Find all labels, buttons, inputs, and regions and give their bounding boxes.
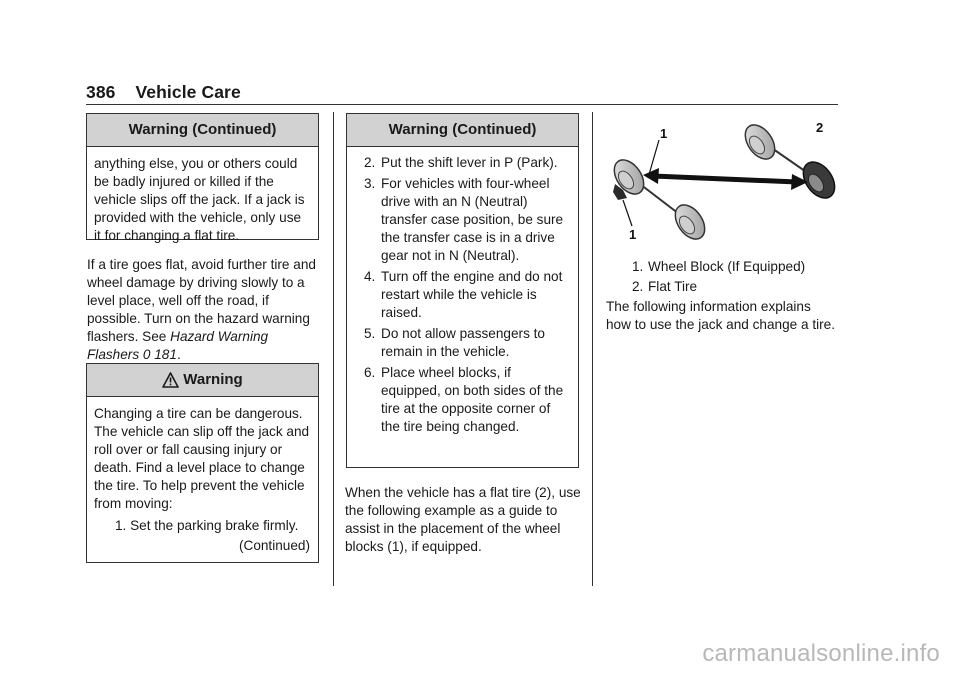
list-item: 6. Place wheel blocks, if equipped, on both sides of the tire at the opposite corner of the tire being changed.: [364, 365, 564, 434]
callout-label-2: 2: [816, 120, 824, 135]
page-reference[interactable]: 0 181: [142, 347, 177, 362]
list-item: 5. Do not allow passengers to remain in the vehicle.: [364, 326, 545, 359]
paragraph-text: If a tire goes flat, avoid further tire and wheel damage by driving slowly to a level place, well off the road, if possible. Turn on the hazard warning flashers. See: [87, 257, 316, 344]
column-divider-2: [592, 112, 593, 586]
warning-text: Changing a tire can be dangerous. The vehicle can slip off the jack and roll over or fall causing injury or death. Find a level place to change the tire. To help prevent the vehicle from moving:: [94, 406, 310, 511]
box-title: Warning: [87, 364, 318, 397]
callout-label-1b: 1: [629, 227, 637, 242]
warning-box: [86, 363, 319, 563]
page-number: 386: [86, 82, 116, 102]
warning-steps: [354, 154, 570, 436]
watermark: carmanualsonline.info: [702, 640, 940, 667]
list-item: 4. Turn off the engine and do not restart while the vehicle is raised.: [364, 269, 563, 320]
box-title: Warning (Continued): [347, 114, 578, 147]
header-rule: [86, 104, 838, 105]
flat-tire-paragraph: If a tire goes flat, avoid further tire and wheel damage by driving slowly to a level place, well off the road, if possible. Turn on the hazard warning flashers. See Hazard Warning Flashers 0 181.: [87, 257, 316, 362]
warning-continued-box-2: [346, 113, 579, 468]
wheel-block-paragraph: When the vehicle has a flat tire (2), use the following example as a guide to assist in the placement of the wheel blocks (1), if equipped.: [345, 485, 581, 554]
warning-continued-box-1: [86, 113, 319, 243]
page-header: [86, 82, 241, 103]
list-item: 3. For vehicles with four-wheel drive with an N (Neutral) transfer case position, be sure the transfer case is in a drive gear not in N (Neutral).: [364, 176, 564, 263]
wheel-block-diagram: [605, 118, 845, 248]
diagonal-arrow-icon: [643, 168, 808, 190]
front-axle: [739, 120, 841, 204]
rear-axle: [608, 155, 710, 245]
hazard-flashers-link[interactable]: Hazard Warning Flashers: [87, 329, 269, 362]
list-item: 2. Flat Tire: [632, 279, 698, 294]
column-divider-1: [333, 112, 334, 586]
callout-label-1: 1: [660, 126, 668, 141]
warning-step-1: 1. Set the parking brake firmly.: [115, 518, 299, 533]
section-title: Vehicle Care: [135, 82, 241, 102]
warning-text: anything else, you or others could be badly injured or killed if the vehicle slips off the jack. If a jack is provided with the vehicle, only use it for changing a flat tire.: [94, 156, 305, 243]
box-title: Warning (Continued): [87, 114, 318, 147]
list-item: 1. Wheel Block (If Equipped): [632, 259, 806, 274]
continued-label: (Continued): [238, 538, 310, 553]
jack-info-paragraph: The following information explains how to use the jack and change a tire.: [606, 299, 835, 332]
warning-triangle-icon: [162, 368, 179, 400]
list-item: 2. Put the shift lever in P (Park).: [364, 155, 558, 170]
figure-legend: [632, 258, 805, 298]
